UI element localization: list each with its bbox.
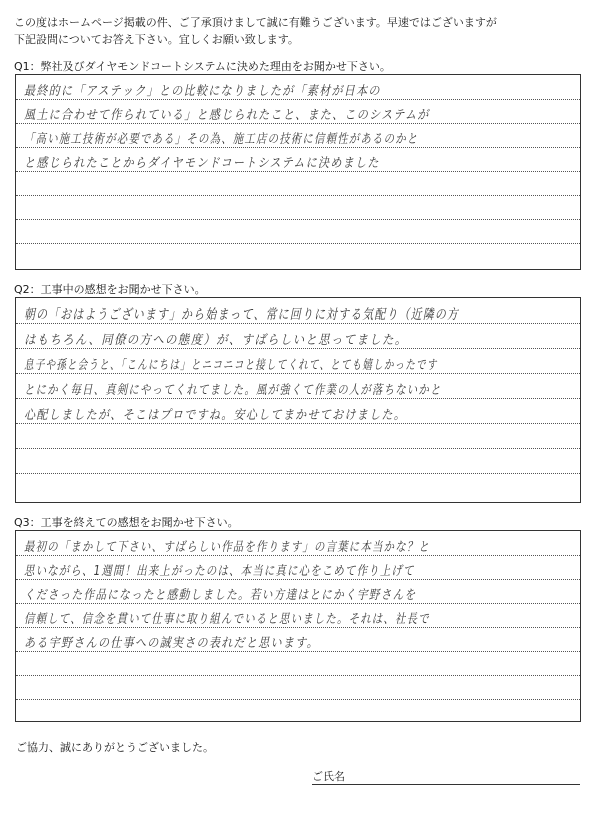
- ruled-line: [16, 147, 580, 148]
- ruled-line: [16, 423, 580, 424]
- handwritten-line: ある宇野さんの仕事への誠実さの表れだと思います。: [24, 636, 319, 651]
- handwritten-line: 最終的に「アステック」との比較になりましたが「素材が日本の: [24, 84, 381, 99]
- ruled-line: [16, 579, 580, 580]
- handwritten-line: 「高い施工技術が必要である」その為、施工店の技術に信頼性があるのかと: [24, 132, 419, 147]
- question-2-title: Q2：工事中の感想をお聞かせ下さい。: [14, 283, 206, 296]
- handwritten-line: はもちろん、同僚の方への態度）が、すばらしいと思ってました。: [24, 333, 408, 348]
- ruled-line: [16, 555, 580, 556]
- ruled-line: [16, 348, 580, 349]
- handwritten-line: と感じられたことからダイヤモンドコートシステムに決めました: [24, 156, 380, 171]
- ruled-line: [16, 603, 580, 604]
- intro-text: [14, 14, 579, 48]
- ruled-line: [16, 699, 580, 700]
- handwritten-line: 思いながら、1週間！出来上がったのは、本当に真に心をこめて作り上げて: [24, 564, 415, 579]
- question-3-answer-box: [15, 530, 581, 722]
- ruled-line: [16, 171, 580, 172]
- ruled-line: [16, 651, 580, 652]
- handwritten-line: くださった作品になったと感動しました。若い方達はとにかく宇野さんを: [24, 588, 417, 603]
- ruled-line: [16, 675, 580, 676]
- handwritten-line: 最初の「まかして下さい、すばらしい作品を作ります」の言葉に本当かな？と: [24, 540, 431, 555]
- question-3-title: Q3：工事を終えての感想をお聞かせ下さい。: [14, 516, 239, 529]
- ruled-line: [16, 243, 580, 244]
- handwritten-line: 心配しましたが、そこはプロですね。安心してまかせておけました。: [24, 408, 407, 423]
- handwritten-line: 息子や孫と会うと、「こんにちは」とニコニコと接してくれて、とても嬉しかったです: [24, 358, 438, 373]
- question-1-title: Q1：弊社及びダイヤモンドコートシステムに決めた理由をお聞かせ下さい。: [14, 60, 391, 73]
- ruled-line: [16, 373, 580, 374]
- ruled-line: [16, 123, 580, 124]
- ruled-line: [16, 627, 580, 628]
- name-label: ご氏名: [312, 770, 345, 783]
- thanks-text: ご協力、誠にありがとうございました。: [16, 741, 214, 754]
- handwritten-line: 朝の「おはようございます」から始まって、常に回りに対する気配り（近隣の方: [24, 307, 460, 323]
- ruled-line: [16, 473, 580, 474]
- intro-line-2: 下記設問についてお答え下さい。宜しくお願い致します。: [14, 33, 299, 46]
- question-1-answer-box: [15, 74, 581, 270]
- ruled-line: [16, 398, 580, 399]
- intro-line-1: この度はホームページ掲載の件、ご了承頂けまして誠に有難うございます。早速ではございますが: [14, 16, 497, 29]
- ruled-line: [16, 195, 580, 196]
- ruled-line: [16, 99, 580, 100]
- ruled-line: [16, 448, 580, 449]
- question-2-answer-box: [15, 297, 581, 503]
- name-signature-line: [312, 784, 580, 785]
- handwritten-line: 信頼して、信念を貫いて仕事に取り組んでいると思いました。それは、社長で: [24, 612, 430, 627]
- handwritten-line: とにかく毎日、真剣にやってくれてました。風が強くて作業の人が落ちないかと: [24, 383, 442, 398]
- ruled-line: [16, 219, 580, 220]
- handwritten-line: 風土に合わせて作られている」と感じられたこと、また、このシステムが: [24, 108, 430, 123]
